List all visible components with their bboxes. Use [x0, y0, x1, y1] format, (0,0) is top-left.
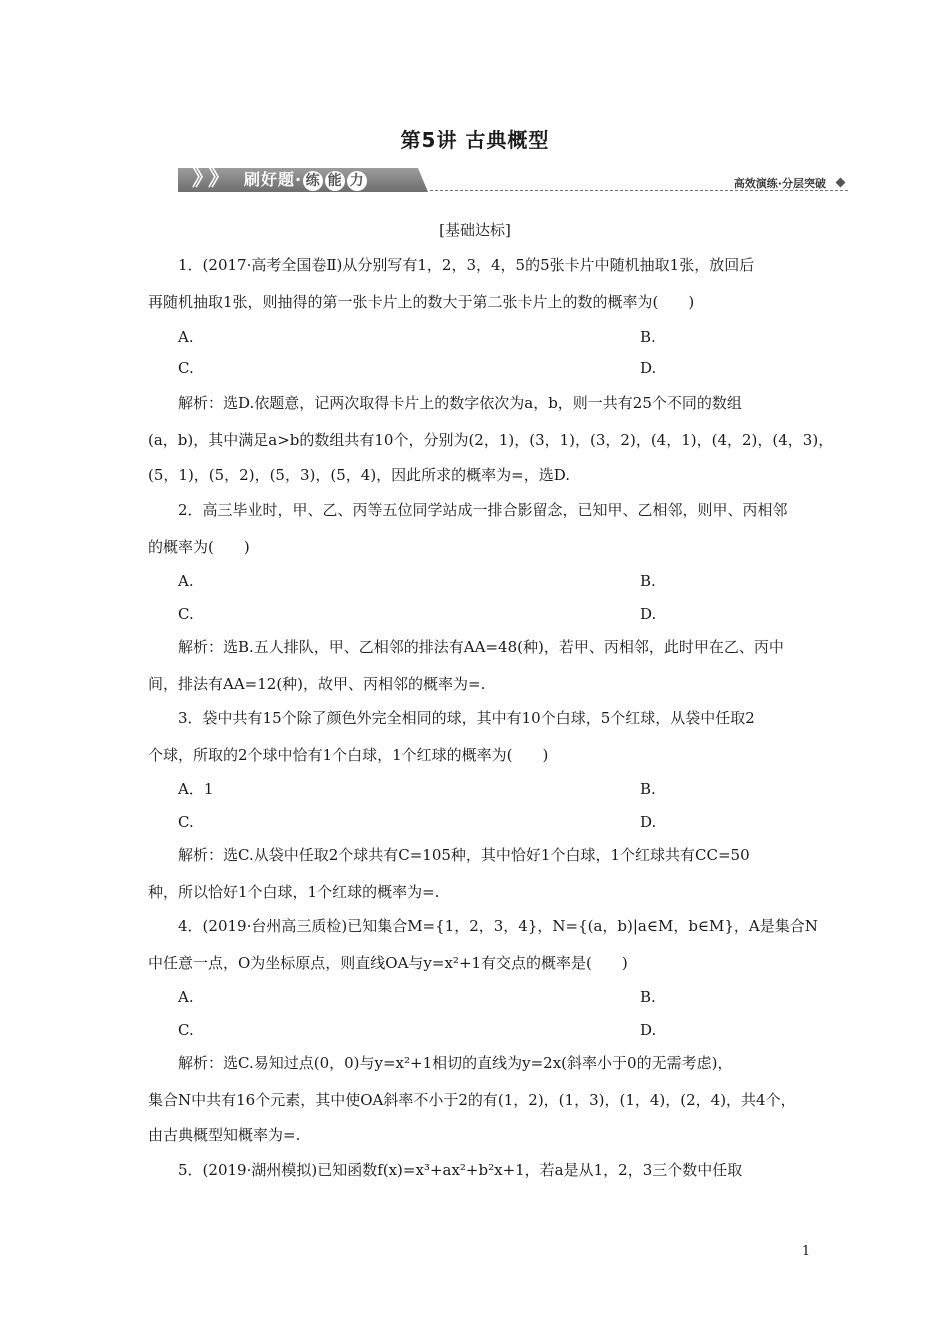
q4-solution-line-2: 集合N中共有16个元素，其中使OA斜率不小于2的有(1，2)，(1，3)，(1，4)，(2，4)，共4个， — [148, 1091, 796, 1109]
question-1-line-1: 1．(2017·高考全国卷Ⅱ)从分别写有1，2，3，4，5的5张卡片中随机抽取1张，放回后 — [178, 256, 755, 274]
banner-label-main: 刷好题· — [244, 170, 303, 189]
banner-circle-char: 力 — [347, 171, 367, 191]
q1-solution-line-1: 解析：选D.依题意，记两次取得卡片上的数字依次为a，b，则一共有25个不同的数组 — [178, 394, 742, 412]
page-title: 第5讲 古典概型 — [400, 128, 550, 152]
q4-solution-line-3: 由古典概型知概率为=. — [148, 1126, 301, 1144]
banner-right-text: 高效演练·分层突破 — [733, 177, 826, 190]
q4-option-d: D. — [640, 1021, 657, 1039]
question-3-line-1: 3．袋中共有15个除了颜色外完全相同的球，其中有10个白球，5个红球，从袋中任取2 — [178, 709, 755, 727]
banner-circle-char: 能 — [325, 171, 345, 191]
q3-option-d: D. — [640, 813, 657, 831]
q1-option-d: D. — [640, 359, 657, 377]
question-4-line-2: 中任意一点，O为坐标原点，则直线OA与y=x²+1有交点的概率是( ) — [148, 954, 628, 972]
q3-solution-line-1: 解析：选C.从袋中任取2个球共有C=105种，其中恰好1个白球，1个红球共有CC=50 — [178, 846, 750, 864]
banner-label — [244, 168, 368, 192]
diamond-icon — [836, 178, 846, 188]
q4-solution-line-1: 解析：选C.易知过点(0，0)与y=x²+1相切的直线为y=2x(斜率小于0的无需考虑)， — [178, 1054, 733, 1072]
q2-option-d: D. — [640, 605, 657, 623]
q4-option-a: A. — [178, 988, 194, 1006]
q2-option-c: C. — [178, 605, 194, 623]
question-5-line-1: 5．(2019·湖州模拟)已知函数f(x)=x³+ax²+b²x+1，若a是从1，2，3三个数中任取 — [178, 1161, 743, 1179]
q2-option-a: A. — [178, 572, 194, 590]
question-1-line-2: 再随机抽取1张，则抽得的第一张卡片上的数大于第二张卡片上的数的概率为( ) — [148, 293, 695, 311]
q4-option-b: B. — [640, 988, 656, 1006]
question-4-line-1: 4．(2019·台州高三质检)已知集合M={1，2，3，4}，N={(a，b)|a∈M，b∈M}，A是集合N — [178, 917, 818, 935]
q1-option-a: A. — [178, 328, 194, 346]
q2-option-b: B. — [640, 572, 656, 590]
chevron-right-icon: 》 — [208, 166, 231, 191]
q1-option-c: C. — [178, 359, 194, 377]
question-2-line-2: 的概率为( ) — [148, 538, 250, 556]
question-2-line-1: 2．高三毕业时，甲、乙、丙等五位同学站成一排合影留念，已知甲、乙相邻，则甲、丙相邻 — [178, 501, 788, 519]
q1-option-b: B. — [640, 328, 656, 346]
q4-option-c: C. — [178, 1021, 194, 1039]
question-3-line-2: 个球，所取的2个球中恰有1个白球，1个红球的概率为( ) — [148, 746, 549, 764]
q3-option-c: C. — [178, 813, 194, 831]
banner-circle-char: 练 — [303, 171, 323, 191]
q3-option-b: B. — [640, 780, 656, 798]
q1-solution-line-3: (5，1)，(5，2)，(5，3)，(5，4)，因此所求的概率为=，选D. — [148, 466, 570, 484]
q2-solution-line-2: 间，排法有AA=12(种)，故甲、丙相邻的概率为=. — [148, 675, 486, 693]
page-number: 1 — [801, 1244, 811, 1259]
q2-solution-line-1: 解析：选B.五人排队，甲、乙相邻的排法有AA=48(种)，若甲、丙相邻，此时甲在乙、丙中 — [178, 638, 784, 656]
q1-solution-line-2: (a，b)，其中满足a>b的数组共有10个，分别为(2，1)，(3，1)，(3，2)，(4，1)，(4，2)，(4，3)， — [148, 431, 834, 449]
chevron-right-icon: 》 — [192, 166, 215, 191]
section-heading: [基础达标] — [439, 221, 511, 239]
q3-option-a: A．1 — [178, 780, 214, 798]
section-banner — [178, 164, 848, 194]
q3-solution-line-2: 种，所以恰好1个白球，1个红球的概率为=. — [148, 883, 440, 901]
